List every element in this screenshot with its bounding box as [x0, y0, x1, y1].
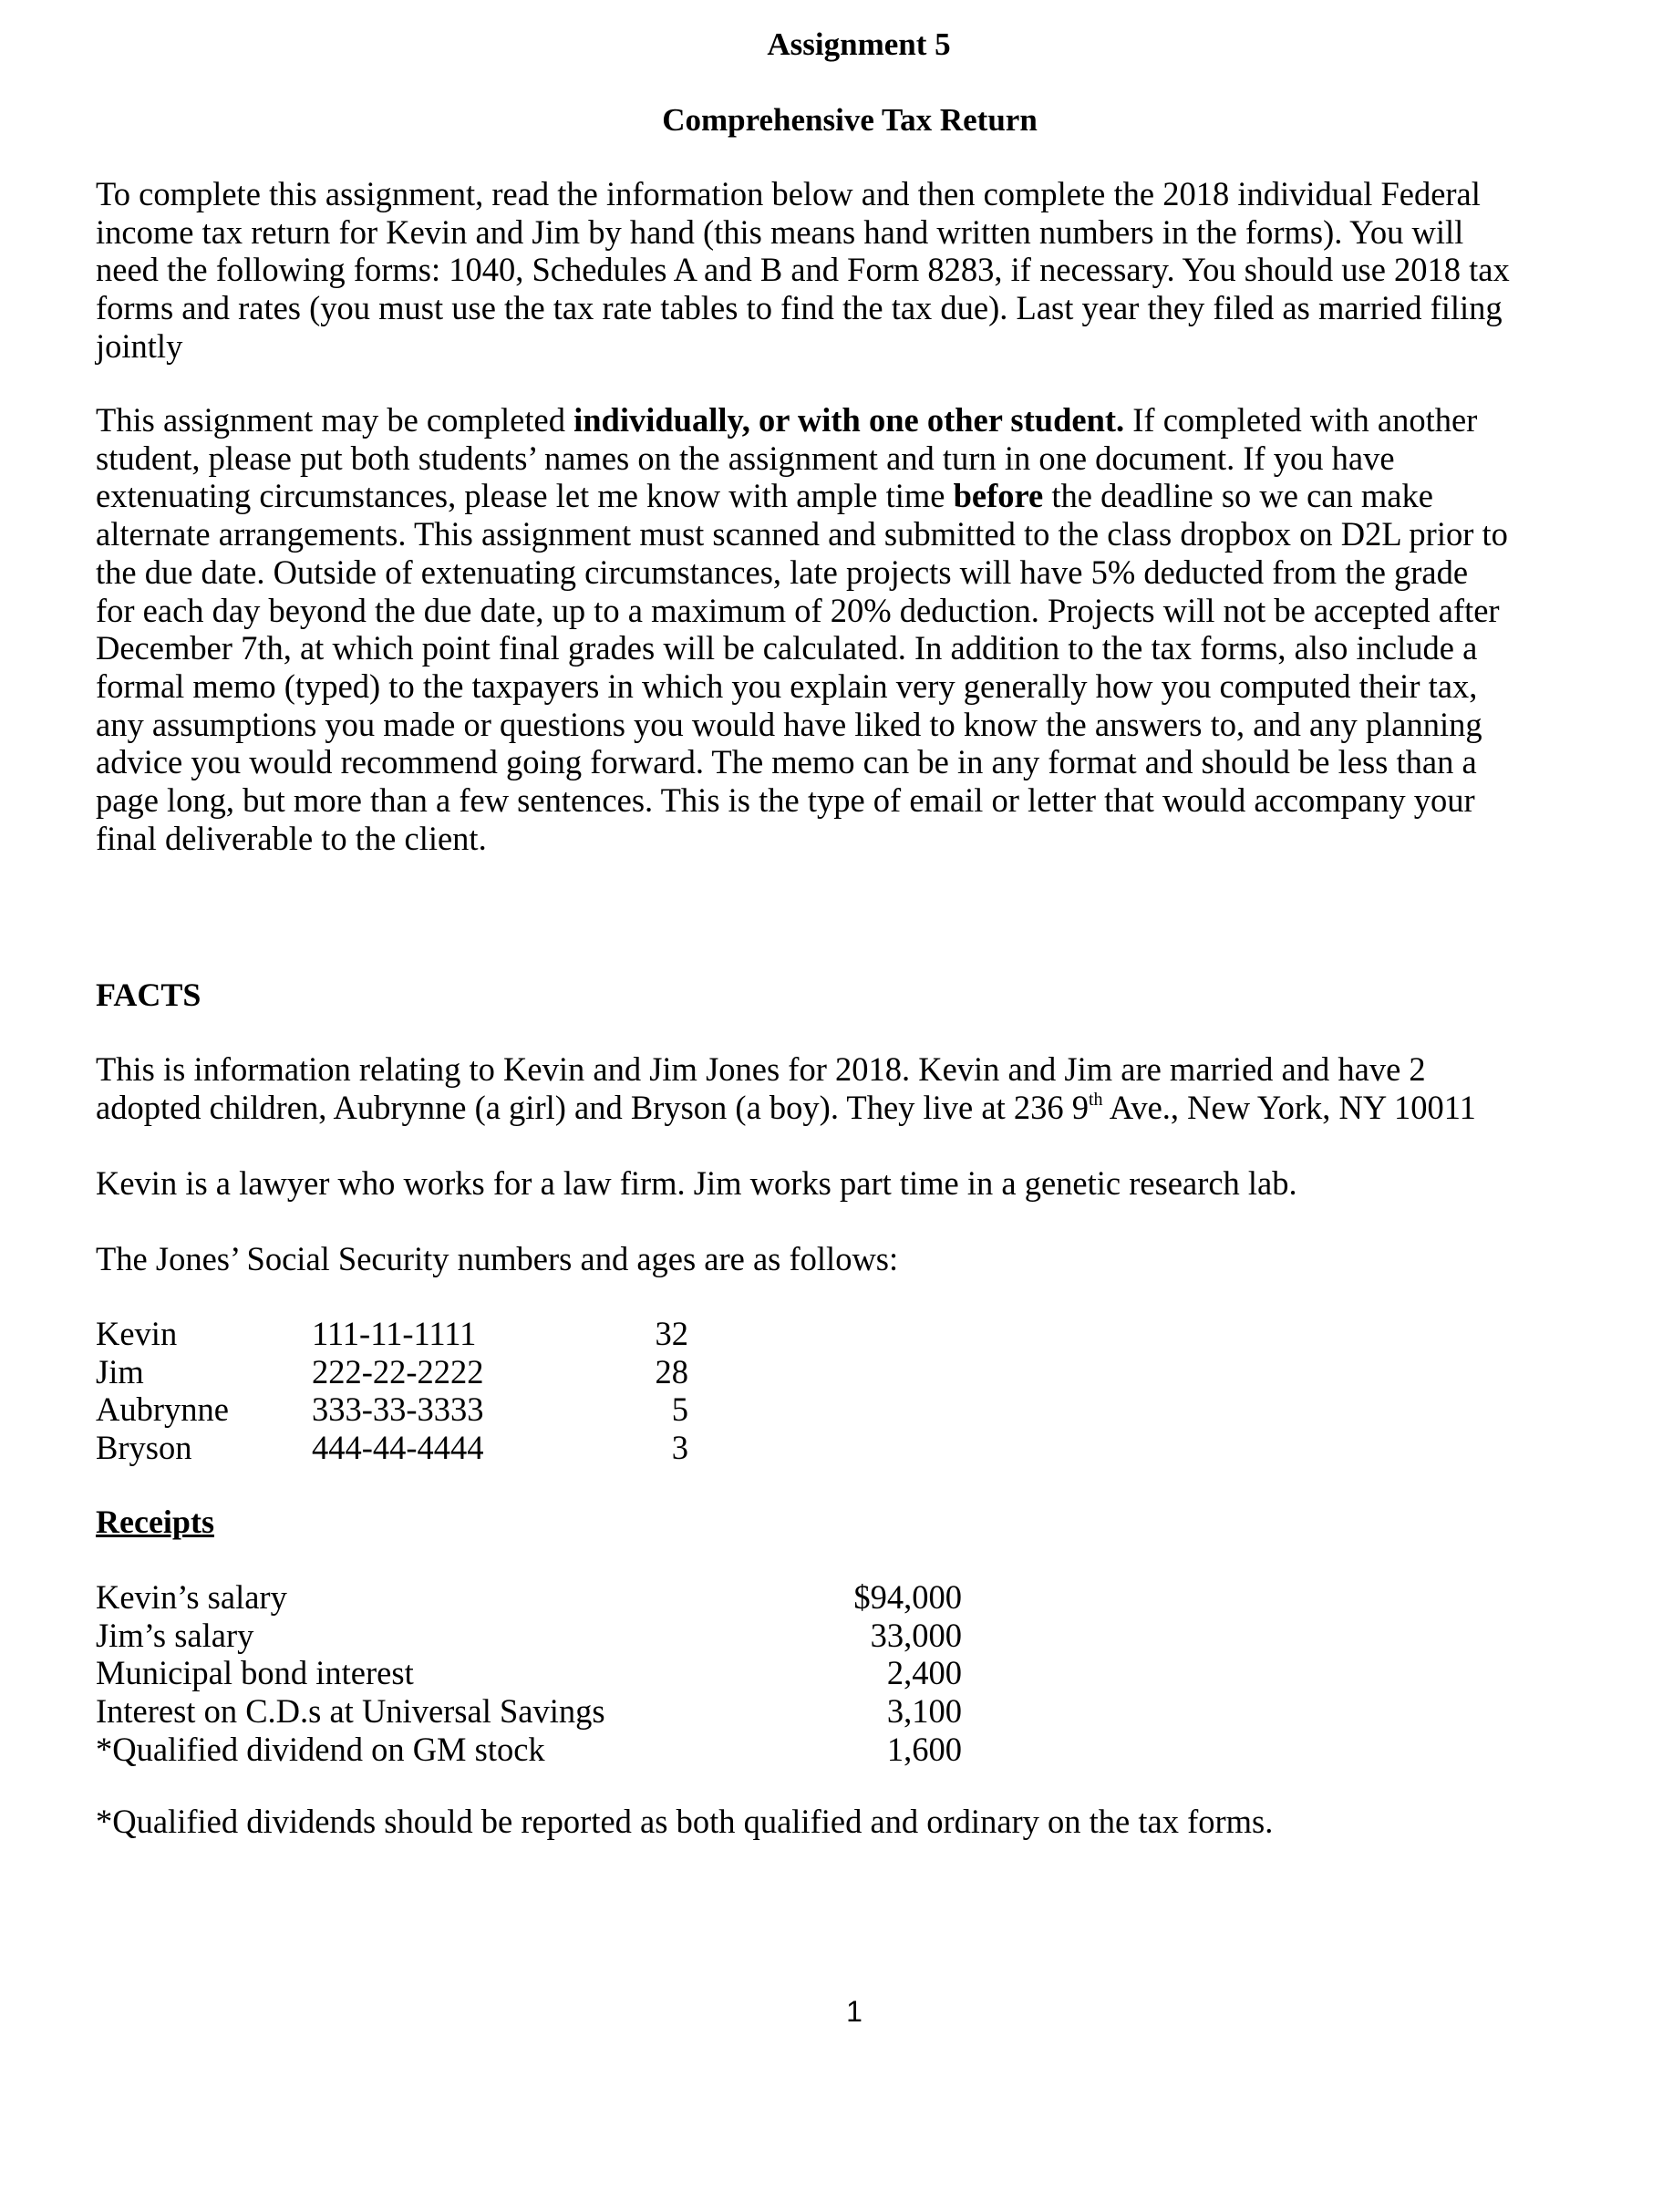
receipt-amount: 33,000: [870, 1616, 962, 1654]
policy-line: alternate arrangements. This assignment must scanned and submitted to the class dropbox on D2L prior to: [96, 515, 1508, 553]
facts-heading: FACTS: [96, 977, 201, 1013]
intro-line: jointly: [96, 326, 183, 365]
policy-line: student, please put both students’ names on the assignment and turn in one document. If you have: [96, 439, 1395, 477]
family-members-list: [96, 1315, 688, 1467]
member-ssn: 222-22-2222: [312, 1352, 484, 1390]
member-ssn: 111-11-1111: [312, 1315, 477, 1352]
facts-line: This is information relating to Kevin and Jim Jones for 2018. Kevin and Jim are married and have 2: [96, 1050, 1426, 1088]
policy-text: the deadline so we can make: [1043, 477, 1433, 515]
receipts-heading: Receipts: [96, 1504, 214, 1540]
family-member-row: [96, 1315, 688, 1353]
receipt-row: [96, 1731, 962, 1769]
document-title: Assignment 5: [767, 26, 951, 62]
facts-paragraph: [96, 1050, 1555, 1126]
family-member-row: [96, 1429, 688, 1467]
receipt-row: [96, 1617, 962, 1655]
receipt-description: Municipal bond interest: [96, 1654, 414, 1692]
member-age: 5: [671, 1390, 688, 1429]
policy-line: for each day beyond the due date, up to a maximum of 20% deduction. Projects will not be accepted after: [96, 591, 1500, 629]
receipt-row: [96, 1692, 962, 1731]
policy-line: any assumptions you made or questions you would have liked to know the answers to, and any planning: [96, 705, 1482, 743]
member-ssn: 444-44-4444: [312, 1429, 484, 1467]
ssn-intro-text: The Jones’ Social Security numbers and ages are as follows:: [96, 1240, 899, 1277]
policy-line: December 7th, at which point final grades will be calculated. In addition to the tax forms, also include a: [96, 629, 1478, 667]
facts-text: Ave., New York, NY 10011: [1102, 1088, 1476, 1126]
receipt-row: [96, 1654, 962, 1692]
member-name: Jim: [96, 1352, 144, 1390]
member-name: Kevin: [96, 1315, 178, 1352]
policy-line: advice you would recommend going forward. The memo can be in any format and should be less than a: [96, 743, 1477, 781]
member-age: 32: [655, 1315, 688, 1352]
policy-line: the due date. Outside of extenuating circumstances, late projects will have 5% deducted from the grade: [96, 553, 1469, 591]
member-name: Bryson: [96, 1429, 192, 1467]
policy-line: page long, but more than a few sentences. This is the type of email or letter that would accompany your: [96, 781, 1475, 820]
member-age: 28: [655, 1352, 688, 1390]
receipt-amount: 3,100: [886, 1692, 962, 1731]
member-age: 3: [671, 1429, 688, 1467]
member-name: Aubrynne: [96, 1390, 229, 1429]
receipt-description: Interest on C.D.s at Universal Savings: [96, 1692, 605, 1731]
policy-paragraph: [96, 401, 1555, 857]
policy-text: This assignment may be completed: [96, 401, 574, 439]
page-number: 1: [846, 1995, 862, 2028]
policy-text: If completed with another: [1124, 401, 1478, 439]
receipt-amount: 2,400: [886, 1654, 962, 1692]
occupations-text: Kevin is a lawyer who works for a law firm. Jim works part time in a genetic research lab.: [96, 1164, 1297, 1202]
receipt-description: Jim’s salary: [96, 1616, 254, 1654]
intro-line: income tax return for Kevin and Jim by hand (this means hand written numbers in the forms). You will: [96, 212, 1464, 251]
intro-line: To complete this assignment, read the information below and then complete the 2018 individual Federal: [96, 175, 1481, 212]
policy-emphasis: individually, or with one other student.: [573, 401, 1125, 439]
receipt-amount: 1,600: [886, 1730, 962, 1768]
ordinal-suffix: th: [1088, 1089, 1103, 1110]
policy-text: extenuating circumstances, please let me know with ample time: [96, 477, 954, 515]
member-ssn: 333-33-3333: [312, 1390, 484, 1429]
receipt-description: *Qualified dividend on GM stock: [96, 1730, 545, 1768]
facts-text: adopted children, Aubrynne (a girl) and Bryson (a boy). They live at 236 9: [96, 1088, 1089, 1126]
intro-line: forms and rates (you must use the tax rate tables to find the tax due). Last year they filed as married filing: [96, 289, 1503, 327]
family-member-row: [96, 1352, 688, 1391]
policy-line: formal memo (typed) to the taxpayers in which you explain very generally how you computed their tax,: [96, 667, 1478, 705]
receipt-amount: $94,000: [853, 1578, 962, 1616]
intro-paragraph: [96, 175, 1555, 366]
family-member-row: [96, 1390, 688, 1429]
intro-line: need the following forms: 1040, Schedules A and B and Form 8283, if necessary. You should use 2018 tax: [96, 251, 1510, 289]
policy-line: [96, 401, 1555, 439]
receipt-row: [96, 1578, 962, 1617]
facts-line: [96, 1089, 1555, 1127]
policy-line: [96, 477, 1555, 515]
document-subtitle: Comprehensive Tax Return: [662, 102, 1038, 138]
receipt-description: Kevin’s salary: [96, 1578, 287, 1616]
policy-emphasis: before: [953, 477, 1044, 515]
receipts-list: [96, 1578, 962, 1768]
dividend-footnote: *Qualified dividends should be reported as both qualified and ordinary on the tax forms.: [96, 1803, 1274, 1840]
policy-line: final deliverable to the client.: [96, 819, 487, 857]
